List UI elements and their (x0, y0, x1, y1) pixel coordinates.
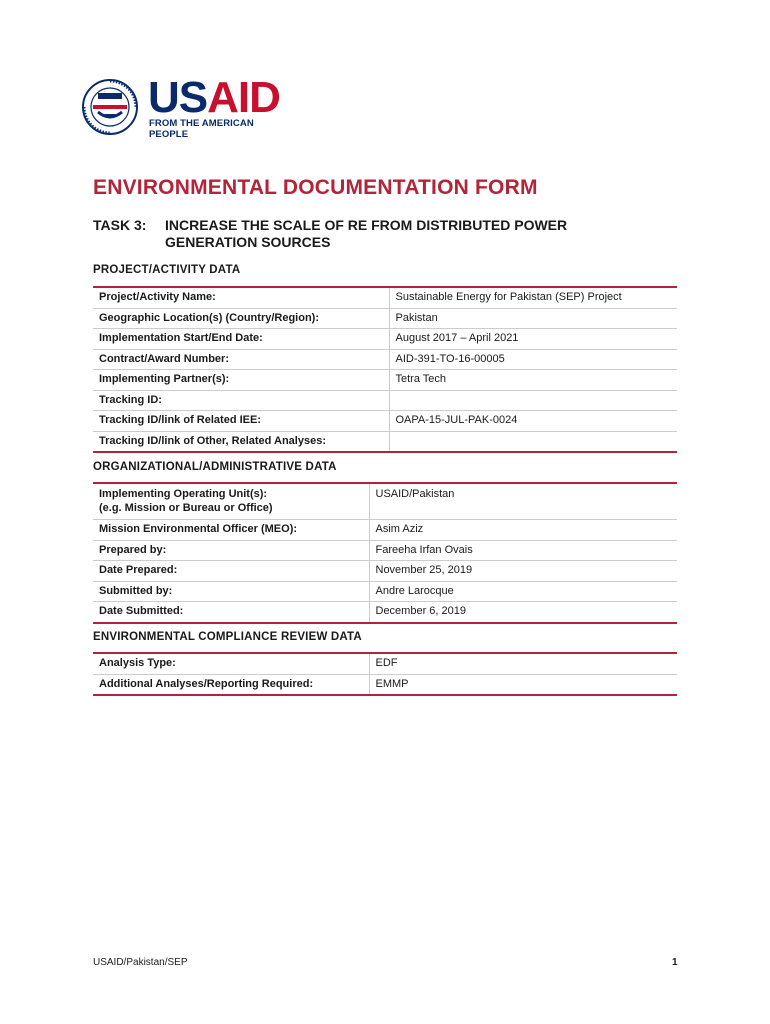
project-activity-table (93, 286, 677, 453)
table-row: Mission Environmental Officer (MEO): Asim Aziz (93, 520, 677, 541)
table-row: Date Submitted: December 6, 2019 (93, 602, 677, 623)
page-number: 1 (672, 957, 678, 968)
table-row: Implementation Start/End Date: August 2017 – April 2021 (93, 329, 677, 350)
document-title: ENVIRONMENTAL DOCUMENTATION FORM (93, 176, 538, 199)
compliance-table (93, 652, 677, 696)
section-heading-compliance: ENVIRONMENTAL COMPLIANCE REVIEW DATA (93, 631, 362, 643)
footer-document-id: USAID/Pakistan/SEP (93, 957, 188, 968)
organizational-table (93, 482, 677, 624)
task-heading (93, 217, 567, 251)
usaid-seal-icon (76, 78, 144, 136)
table-row: Tracking ID/link of Related IEE: OAPA-15-JUL-PAK-0024 (93, 411, 677, 432)
task-line-2: GENERATION SOURCES (165, 234, 331, 250)
section-heading-project: PROJECT/ACTIVITY DATA (93, 264, 241, 276)
table-row: Analysis Type: EDF (93, 653, 677, 674)
logo-tagline: FROM THE AMERICAN PEOPLE (149, 118, 254, 140)
table-row: Geographic Location(s) (Country/Region): Pakistan (93, 308, 677, 329)
table-row: Project/Activity Name: Sustainable Energy for Pakistan (SEP) Project (93, 287, 677, 308)
task-number: TASK 3: (93, 217, 147, 233)
section-heading-organizational: ORGANIZATIONAL/ADMINISTRATIVE DATA (93, 461, 337, 473)
table-row: Implementing Partner(s): Tetra Tech (93, 370, 677, 391)
table-row: Implementing Operating Unit(s): (e.g. Mission or Bureau or Office) USAID/Pakistan (93, 483, 677, 520)
table-row: Date Prepared: November 25, 2019 (93, 561, 677, 582)
usaid-wordmark: USAID (148, 73, 280, 122)
usaid-logo (76, 73, 286, 140)
table-row: Submitted by: Andre Larocque (93, 581, 677, 602)
task-line-1: INCREASE THE SCALE OF RE FROM DISTRIBUTED POWER (165, 217, 568, 233)
table-row: Additional Analyses/Reporting Required: EMMP (93, 674, 677, 695)
table-row: Tracking ID: (93, 390, 677, 411)
table-row: Prepared by: Fareeha Irfan Ovais (93, 540, 677, 561)
table-row: Tracking ID/link of Other, Related Analyses: (93, 431, 677, 452)
table-row: Contract/Award Number: AID-391-TO-16-00005 (93, 349, 677, 370)
